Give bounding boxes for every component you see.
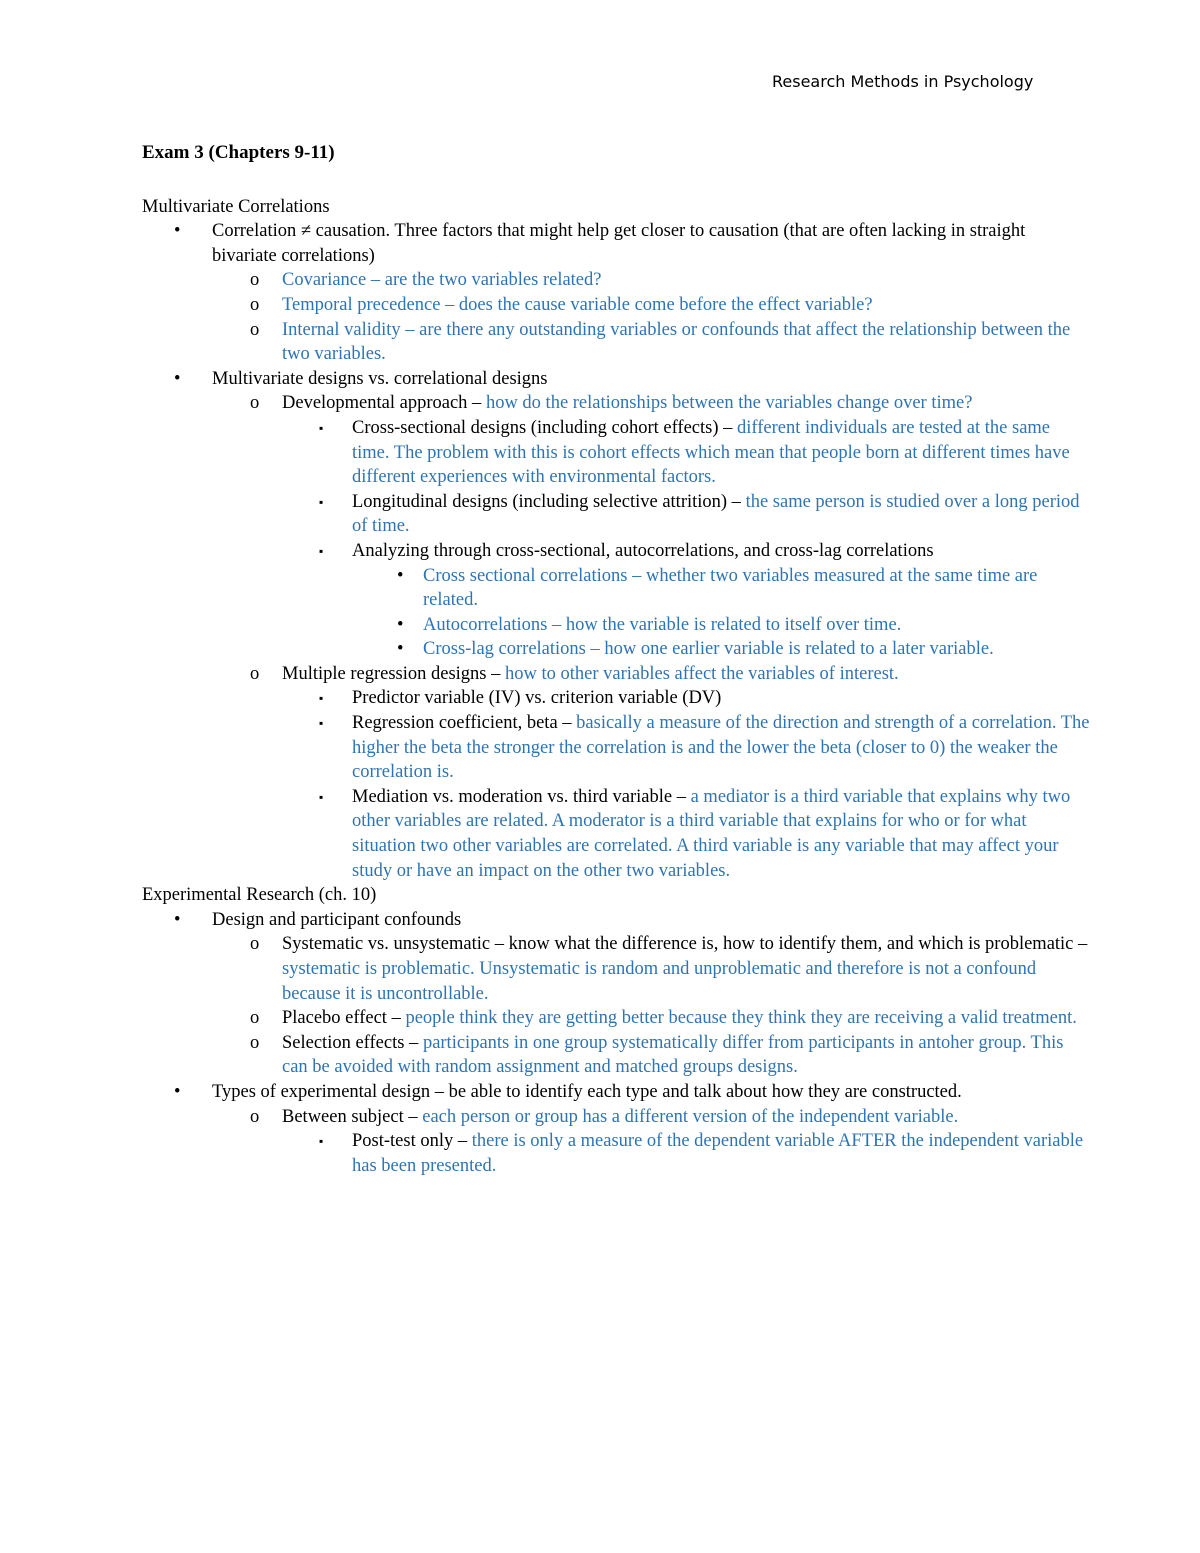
bullet-marker: o bbox=[250, 663, 260, 684]
list-item bbox=[142, 367, 1092, 883]
list-item-label: Between subject – bbox=[282, 1106, 423, 1127]
list-item bbox=[142, 268, 1092, 293]
bullet-marker: o bbox=[250, 1032, 260, 1053]
list-item-note: participants in one group systematically differ from participants in antoher group. This can be avoided with random assignment and matched groups designs. bbox=[282, 1032, 1064, 1078]
list-item-text: Cross-lag correlations – how one earlier variable is related to a later variable. bbox=[423, 639, 994, 660]
bullet-marker: ▪ bbox=[319, 691, 324, 706]
list-item-label: Developmental approach – bbox=[282, 393, 486, 414]
experimental-list bbox=[142, 908, 1092, 1179]
list-item-note: there is only a measure of the dependent variable AFTER the independent variable has been presented. bbox=[352, 1131, 1084, 1176]
bullet-marker: • bbox=[174, 221, 181, 242]
bullet-marker: ▪ bbox=[319, 1134, 324, 1149]
list-item bbox=[142, 564, 1092, 613]
list-item bbox=[142, 637, 1092, 662]
list-item-note: basically a measure of the direction and strength of a correlation. The higher the beta the stronger the correlation is and the lower the beta (closer to 0) the weaker the correlation is. bbox=[352, 713, 1090, 783]
bullet-marker: o bbox=[250, 270, 260, 291]
document-title: Exam 3 (Chapters 9-11) bbox=[142, 142, 335, 163]
bullet-marker: o bbox=[250, 319, 260, 340]
list-item-text: Types of experimental design – be able to identify each type and talk about how they are constructed. bbox=[212, 1081, 962, 1102]
list-item bbox=[142, 932, 1092, 1006]
list-item bbox=[142, 1105, 1092, 1179]
list-item-note: how to other variables affect the variables of interest. bbox=[505, 663, 899, 684]
list-item-note: how do the relationships between the variables change over time? bbox=[485, 393, 973, 414]
page-header: Research Methods in Psychology bbox=[772, 72, 1034, 91]
bullet-marker: • bbox=[397, 639, 404, 660]
section-heading-multivariate: Multivariate Correlations bbox=[142, 196, 330, 217]
list-item bbox=[142, 391, 1092, 662]
list-item-text: Correlation ≠ causation. Three factors that might help get closer to causation (that are often lacking in straight bivariate correlations) bbox=[212, 221, 1026, 266]
bullet-marker: ▪ bbox=[319, 716, 324, 731]
list-item bbox=[142, 785, 1092, 883]
bullet-marker: ▪ bbox=[319, 789, 324, 804]
bullet-marker: ▪ bbox=[319, 494, 324, 509]
list-item-label: Systematic vs. unsystematic – know what the difference is, how to identify them, and which is problematic – bbox=[282, 934, 1088, 955]
list-item-text: Covariance – are the two variables related? bbox=[282, 270, 602, 291]
list-item bbox=[142, 293, 1092, 318]
list-item bbox=[142, 1031, 1092, 1080]
list-item bbox=[142, 539, 1092, 662]
list-item bbox=[142, 219, 1092, 367]
list-item-label: Cross-sectional designs (including cohort effects) – bbox=[352, 417, 737, 438]
list-item-note: people think they are getting better because they think they are receiving a valid treatment. bbox=[405, 1008, 1077, 1029]
list-item-text: Autocorrelations – how the variable is related to itself over time. bbox=[423, 614, 902, 635]
list-item-note: different individuals are tested at the same time. The problem with this is cohort effects which mean that people born at different times have different experiences with environmental factors. bbox=[352, 417, 1070, 488]
list-item-label: Multiple regression designs – bbox=[282, 663, 506, 684]
section-heading-experimental: Experimental Research (ch. 10) bbox=[142, 885, 377, 906]
list-item bbox=[142, 490, 1092, 539]
bullet-marker: • bbox=[397, 614, 404, 635]
list-item-label: Mediation vs. moderation vs. third variable – bbox=[352, 786, 691, 807]
list-item bbox=[142, 1080, 1092, 1178]
bullet-marker: • bbox=[174, 1081, 181, 1102]
list-item bbox=[142, 662, 1092, 883]
list-item-label: Analyzing through cross-sectional, autocorrelations, and cross-lag correlations bbox=[352, 540, 934, 561]
list-item bbox=[142, 686, 1092, 711]
list-item-label: Post-test only – bbox=[352, 1131, 472, 1152]
list-item-label: Longitudinal designs (including selective attrition) – bbox=[352, 491, 746, 512]
list-item-label: Predictor variable (IV) vs. criterion variable (DV) bbox=[352, 688, 722, 709]
bullet-marker: • bbox=[397, 565, 404, 586]
list-item-text: Internal validity – are there any outstanding variables or confounds that affect the relationship between the two variables. bbox=[282, 319, 1071, 365]
bullet-marker: o bbox=[250, 294, 260, 315]
bullet-marker: o bbox=[250, 1106, 260, 1127]
list-item bbox=[142, 1006, 1092, 1031]
list-item-note: each person or group has a different version of the independent variable. bbox=[422, 1106, 959, 1127]
list-item-note: systematic is problematic. Unsystematic is random and unproblematic and therefore is not a confound because it is uncontrollable. bbox=[282, 959, 1037, 1004]
bullet-marker: • bbox=[174, 368, 181, 389]
list-item-label: Regression coefficient, beta – bbox=[352, 713, 577, 734]
list-item-text: Temporal precedence – does the cause variable come before the effect variable? bbox=[282, 294, 873, 315]
bullet-marker: o bbox=[250, 393, 260, 414]
bullet-marker: ▪ bbox=[319, 420, 324, 435]
list-item-text: Design and participant confounds bbox=[212, 909, 462, 930]
document-body bbox=[142, 141, 1092, 1178]
bullet-marker: • bbox=[174, 909, 181, 930]
list-item-label: Placebo effect – bbox=[282, 1008, 406, 1029]
list-item-note: the same person is studied over a long period of time. bbox=[352, 491, 1080, 537]
list-item bbox=[142, 908, 1092, 1080]
bullet-marker: ▪ bbox=[319, 543, 324, 558]
list-item-text: Multivariate designs vs. correlational designs bbox=[212, 368, 548, 389]
list-item-text: Cross sectional correlations – whether two variables measured at the same time are related. bbox=[423, 565, 1038, 611]
bullet-marker: o bbox=[250, 1008, 260, 1029]
bullet-marker: o bbox=[250, 934, 260, 955]
list-item-label: Selection effects – bbox=[282, 1032, 423, 1053]
list-item bbox=[142, 318, 1092, 367]
list-item bbox=[142, 416, 1092, 490]
list-item bbox=[142, 613, 1092, 638]
list-item-note: a mediator is a third variable that explains why two other variables are related. A moderator is a third variable that explains for who or for what situation two other variables are correlated. A third variable is any variable that may affect your study or have an impact on the other two variables. bbox=[352, 786, 1071, 881]
multivariate-list bbox=[142, 219, 1092, 883]
list-item bbox=[142, 711, 1092, 785]
list-item bbox=[142, 1129, 1092, 1178]
